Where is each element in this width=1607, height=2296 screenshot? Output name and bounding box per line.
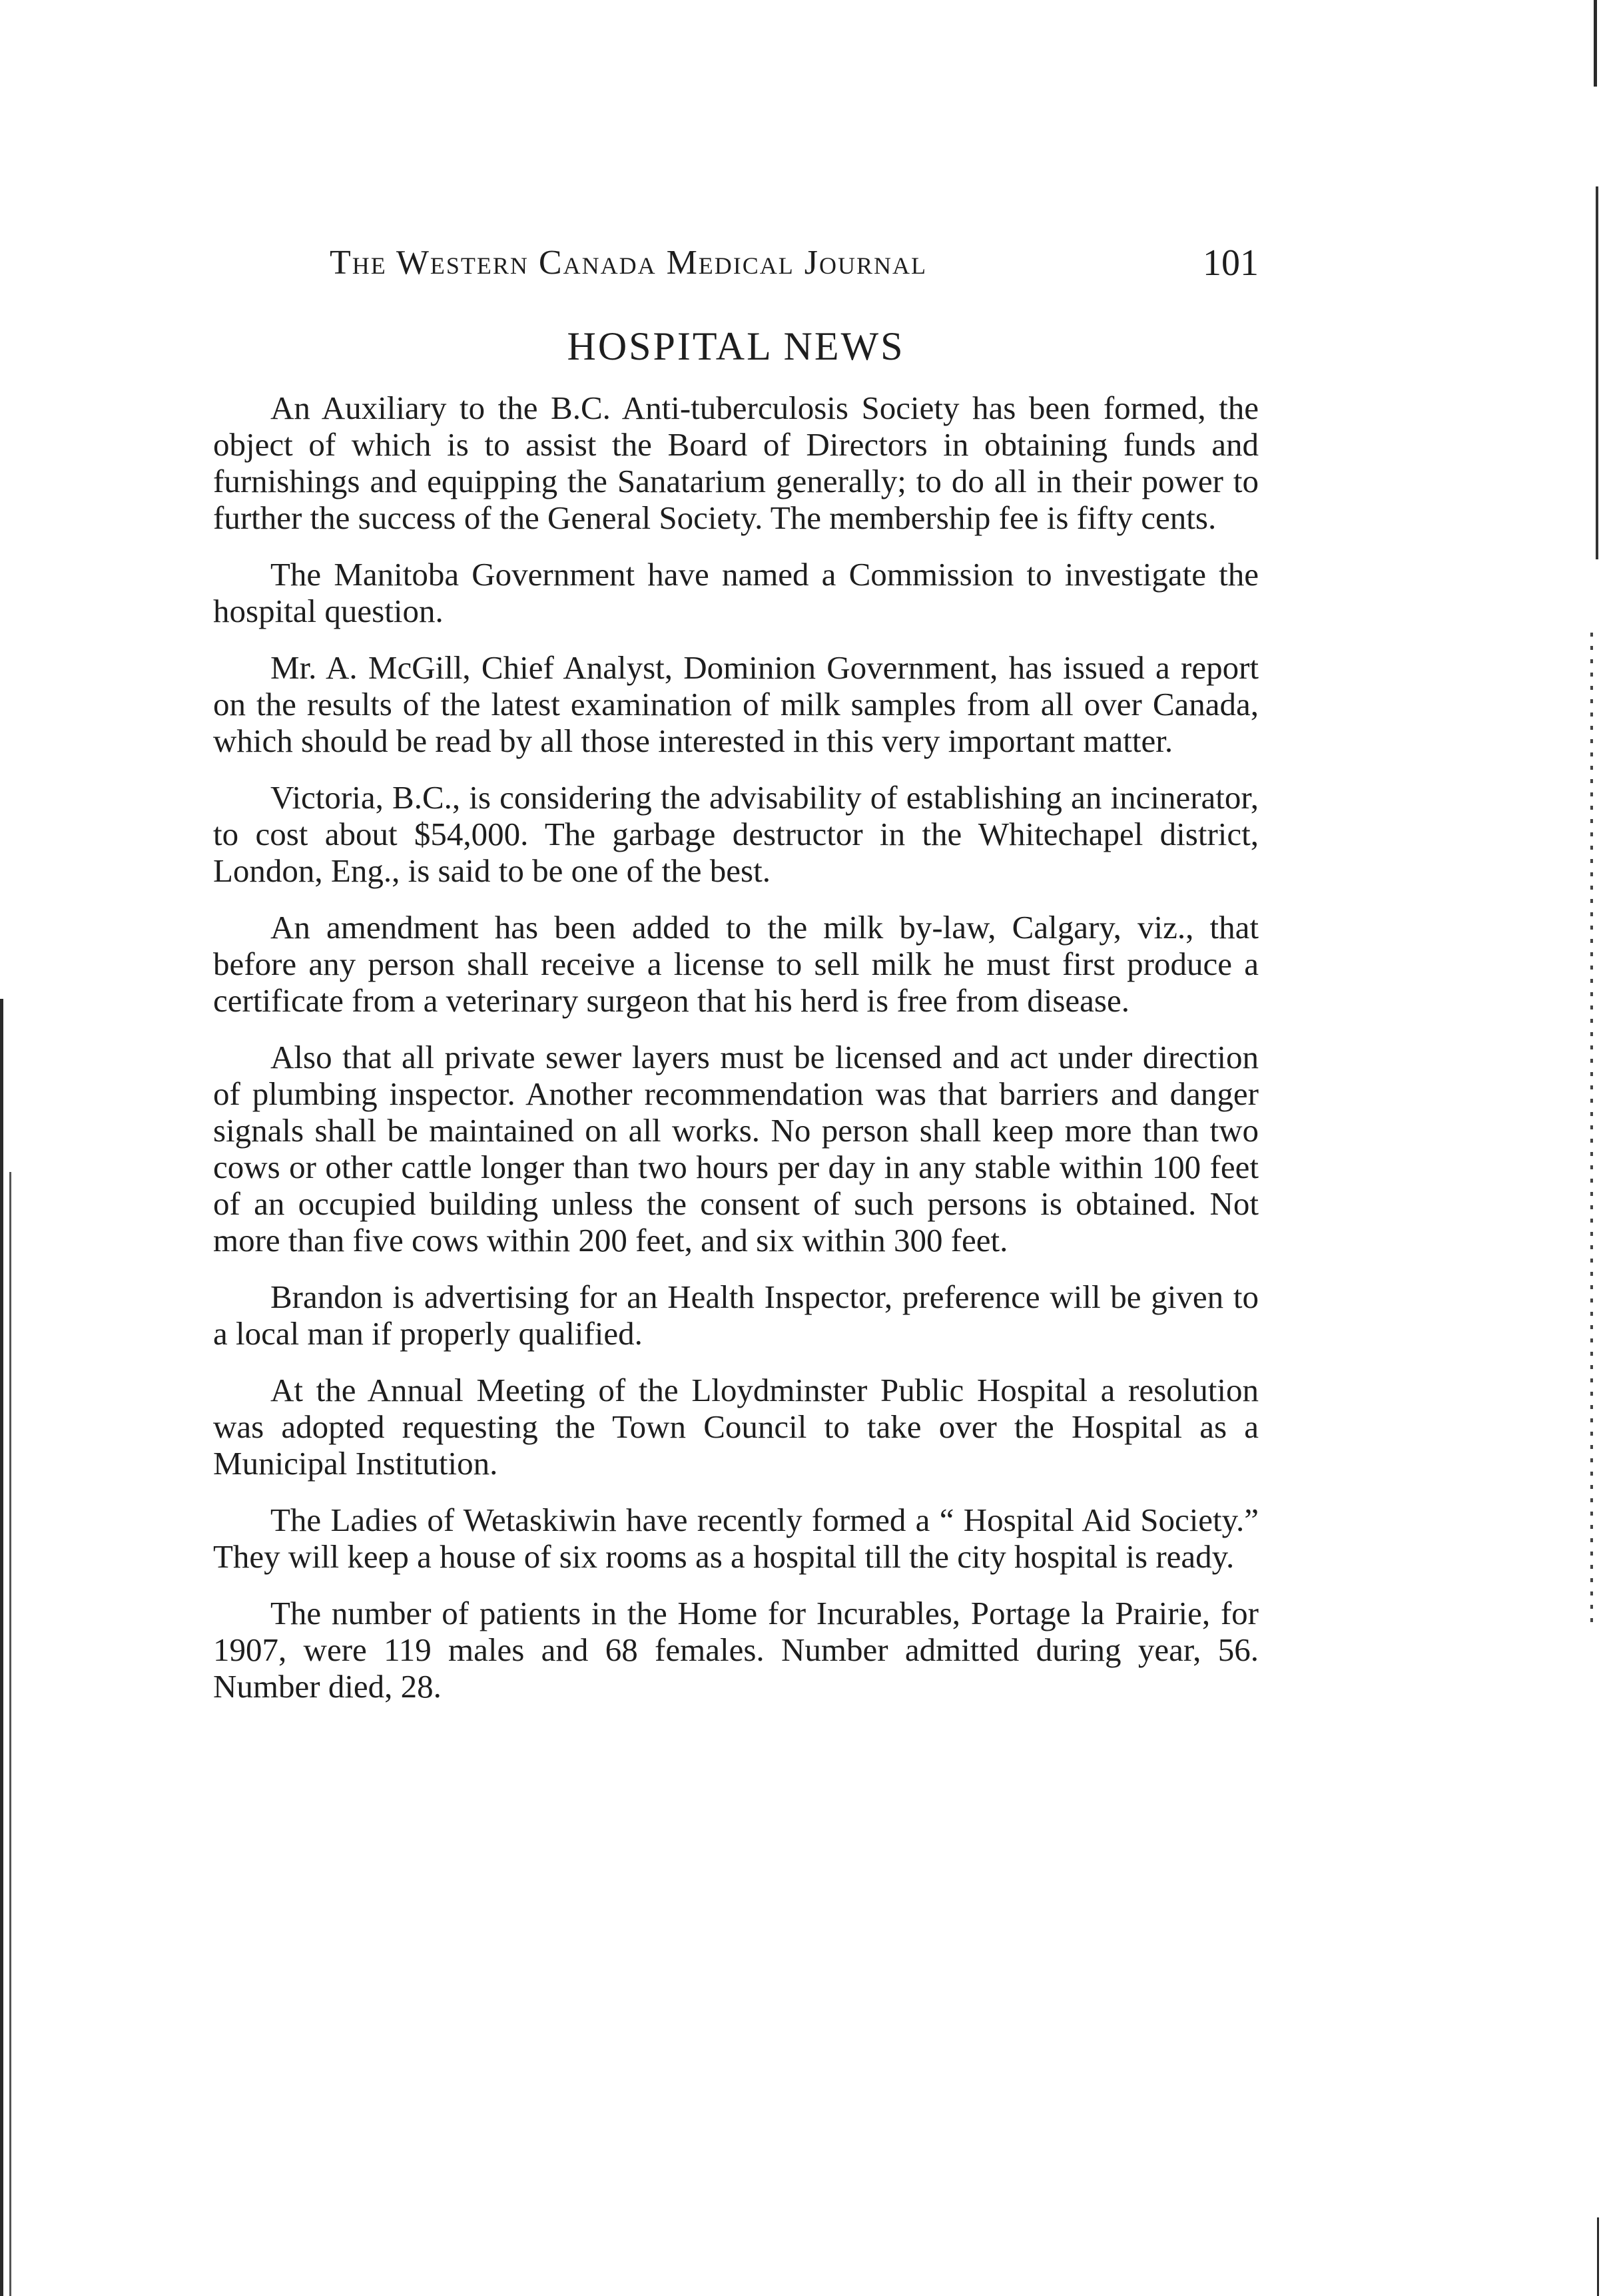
news-items <box>213 390 1259 1725</box>
news-item-manitoba-commission: The Manitoba Government have named a Commission to investigate the hospital question. <box>213 556 1259 629</box>
page-number: 101 <box>1203 242 1259 284</box>
right-scan-edge <box>1590 633 1593 1631</box>
left-binding-edge <box>9 1172 11 2296</box>
news-item-lloydminster-hospital: At the Annual Meeting of the Lloydminster Public Hospital a resolution was adopted requesting the Town Council to take over the Hospital as a Municipal Institution. <box>213 1372 1259 1482</box>
right-scan-edge <box>1597 2217 1599 2296</box>
running-head <box>330 240 1259 286</box>
section-heading: HOSPITAL NEWS <box>567 324 905 368</box>
news-item-portage-incurables: The number of patients in the Home for Incurables, Portage la Prairie, for 1907, were 119 males and 68 females. Number admitted during year, 56. Number died, 28. <box>213 1595 1259 1705</box>
right-scan-edge <box>1594 0 1597 87</box>
news-item-brandon-inspector: Brandon is advertising for an Health Inspector, preference will be given to a local man if properly qualified. <box>213 1279 1259 1352</box>
journal-title: The Western Canada Medical Journal <box>330 244 928 282</box>
news-item-victoria-incinerator: Victoria, B.C., is considering the advisability of establishing an incinerator, to cost about $54,000. The garbage destructor in the Whitechapel district, London, Eng., is said to be one of the best. <box>213 779 1259 889</box>
news-item-sewer-layers: Also that all private sewer layers must be licensed and act under direction of plumbing inspector. Another recommendation was that barriers and danger signals shall be maintained on all works. No person shall keep more than two cows or other cattle longer than two hours per day in any stable within 100 feet of an occupied building unless the consent of such persons is obtained. Not more than five cows within 200 feet, and six within 300 feet. <box>213 1039 1259 1259</box>
news-item-wetaskiwin-aid-society: The Ladies of Wetaskiwin have recently formed a “ Hospital Aid Society.” They will keep a house of six rooms as a hospital till the city hospital is ready. <box>213 1502 1259 1575</box>
news-item-milk-report: Mr. A. McGill, Chief Analyst, Dominion Government, has issued a report on the results of the latest examination of milk samples from all over Canada, which should be read by all those interested in this very important matter. <box>213 649 1259 759</box>
news-item-calgary-milk-bylaw: An amendment has been added to the milk by-law, Calgary, viz., that before any person shall receive a license to sell milk he must first produce a certificate from a veterinary surgeon that his herd is free from disease. <box>213 909 1259 1019</box>
right-scan-edge <box>1596 186 1598 559</box>
news-item-sanatarium-auxiliary: An Auxiliary to the B.C. Anti-tuberculosis Society has been formed, the object of which is to assist the Board of Directors in obtaining funds and furnishings and equipping the Sanatarium generally; to do all in their power to further the success of the General Society. The membership fee is fifty cents. <box>213 390 1259 536</box>
left-binding-edge <box>0 999 3 2296</box>
